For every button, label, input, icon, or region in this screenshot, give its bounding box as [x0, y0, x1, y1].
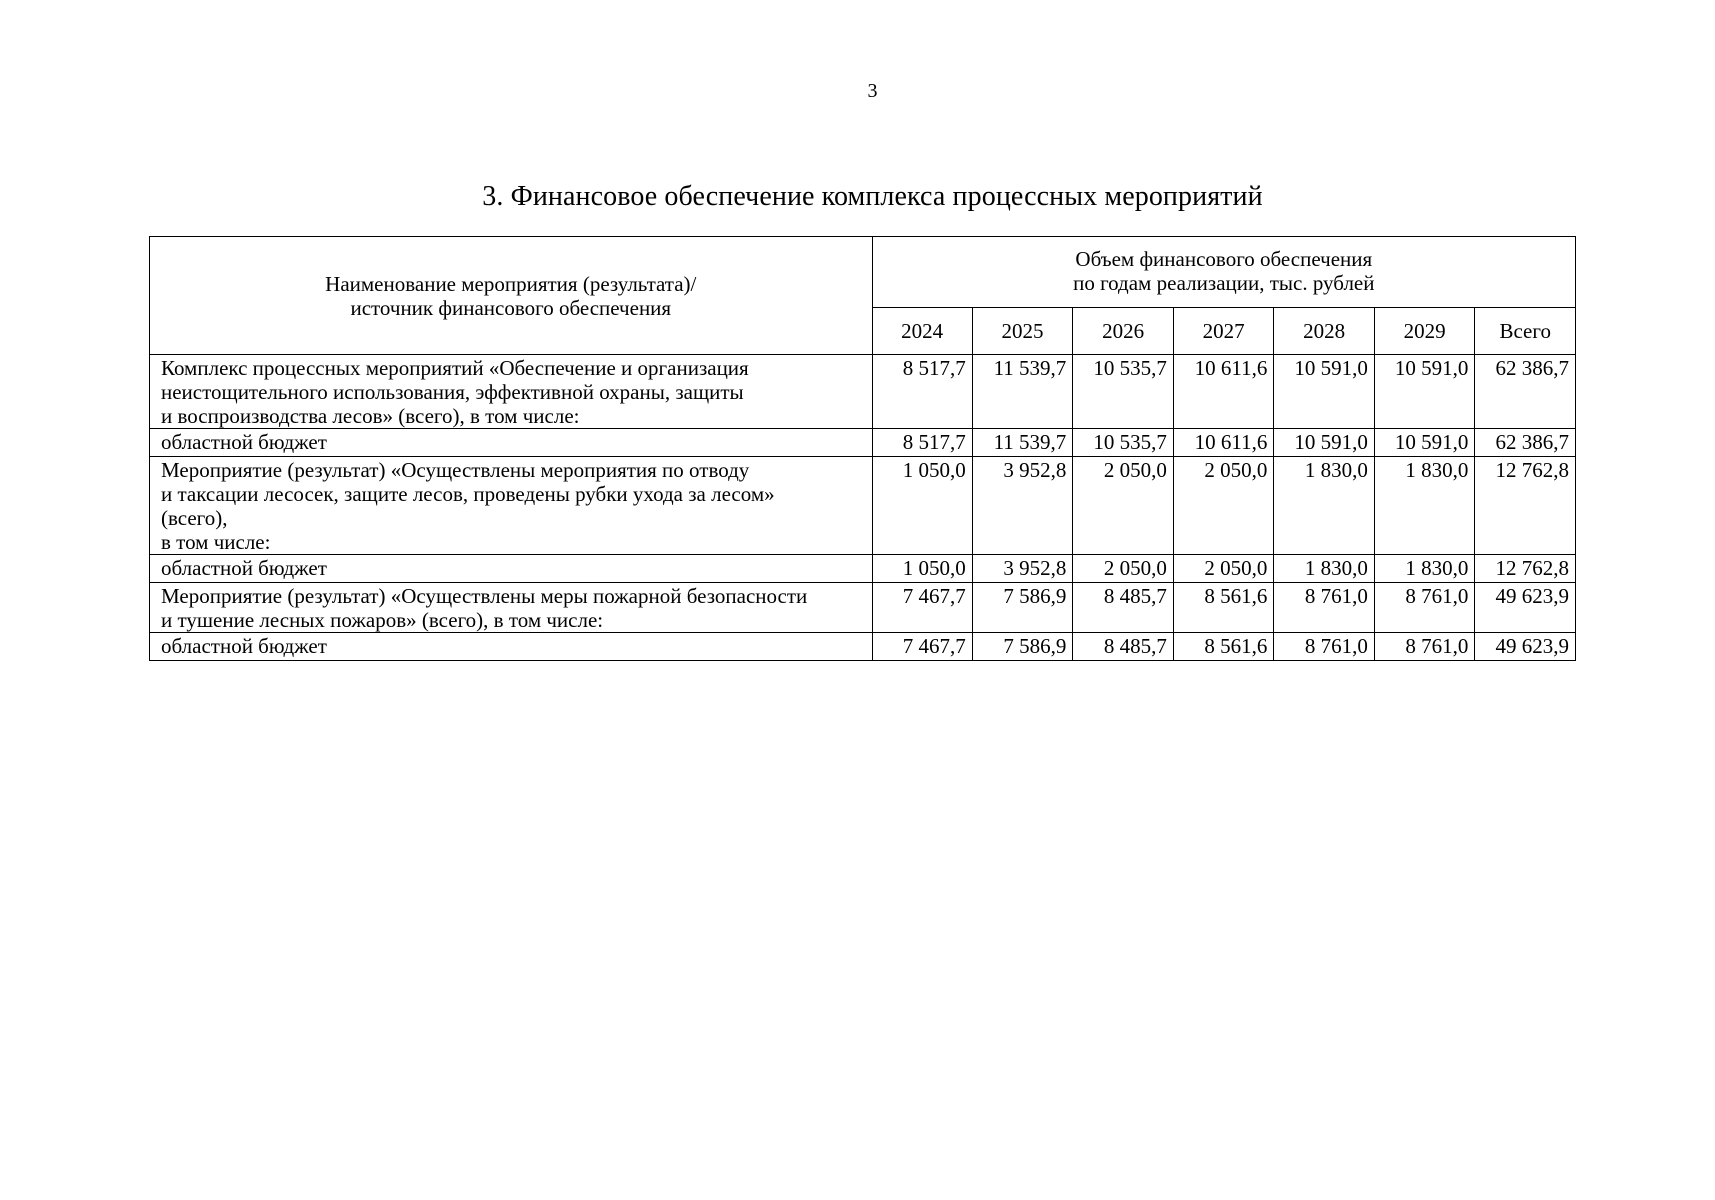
value-cell: 8 761,0	[1274, 583, 1375, 633]
row-name-line: Комплекс процессных мероприятий «Обеспечение и организация	[161, 356, 749, 380]
value-cell: 7 586,9	[972, 583, 1073, 633]
document-title: 3. Финансовое обеспечение комплекса процессных мероприятий	[482, 181, 1263, 212]
total-cell: 12 762,8	[1475, 457, 1576, 555]
financing-table	[149, 236, 1576, 661]
row-name-line: и таксации лесосек, защите лесов, проведены рубки ухода за лесом»	[161, 482, 775, 506]
value-cell: 1 830,0	[1374, 457, 1475, 555]
row-name-cell	[150, 429, 873, 457]
total-cell: 62 386,7	[1475, 429, 1576, 457]
row-name-line: неистощительного использования, эффективной охраны, защиты	[161, 380, 744, 404]
value-cell: 10 611,6	[1173, 429, 1274, 457]
value-cell: 8 485,7	[1073, 633, 1174, 661]
table-row	[150, 555, 1576, 583]
value-cell: 10 535,7	[1073, 355, 1174, 429]
value-cell: 1 050,0	[872, 555, 972, 583]
total-cell: 12 762,8	[1475, 555, 1576, 583]
value-cell: 1 050,0	[872, 457, 972, 555]
column-header-volume-line: по годам реализации, тыс. рублей	[1073, 271, 1375, 295]
value-cell: 7 467,7	[872, 633, 972, 661]
table-row	[150, 429, 1576, 457]
value-cell: 2 050,0	[1073, 457, 1174, 555]
column-header-total: Всего	[1475, 308, 1576, 355]
column-header-volume	[872, 237, 1575, 308]
value-cell: 10 611,6	[1173, 355, 1274, 429]
row-name-cell	[150, 355, 873, 429]
column-header-year: 2027	[1173, 308, 1274, 355]
row-name-line: областной бюджет	[161, 430, 327, 454]
value-cell: 10 591,0	[1274, 355, 1375, 429]
table-header-row	[150, 237, 1576, 308]
table-row	[150, 583, 1576, 633]
value-cell: 1 830,0	[1374, 555, 1475, 583]
value-cell: 7 586,9	[972, 633, 1073, 661]
column-header-name	[150, 237, 873, 355]
value-cell: 1 830,0	[1274, 457, 1375, 555]
page-number: 3	[867, 80, 878, 102]
total-cell: 49 623,9	[1475, 583, 1576, 633]
table-row	[150, 633, 1576, 661]
value-cell: 2 050,0	[1173, 457, 1274, 555]
value-cell: 3 952,8	[972, 457, 1073, 555]
value-cell: 3 952,8	[972, 555, 1073, 583]
value-cell: 8 485,7	[1073, 583, 1174, 633]
value-cell: 8 561,6	[1173, 633, 1274, 661]
row-name-line: областной бюджет	[161, 556, 327, 580]
value-cell: 8 761,0	[1374, 633, 1475, 661]
row-name-line: Мероприятие (результат) «Осуществлены мероприятия по отводу	[161, 458, 750, 482]
value-cell: 8 561,6	[1173, 583, 1274, 633]
row-name-line: областной бюджет	[161, 634, 327, 658]
value-cell: 10 591,0	[1374, 355, 1475, 429]
value-cell: 7 467,7	[872, 583, 972, 633]
total-cell: 62 386,7	[1475, 355, 1576, 429]
value-cell: 2 050,0	[1073, 555, 1174, 583]
row-name-cell	[150, 583, 873, 633]
column-header-name-line: источник финансового обеспечения	[350, 295, 672, 320]
value-cell: 11 539,7	[972, 429, 1073, 457]
row-name-line: и воспроизводства лесов» (всего), в том числе:	[161, 404, 580, 428]
value-cell: 2 050,0	[1173, 555, 1274, 583]
value-cell: 8 517,7	[872, 429, 972, 457]
row-name-line: и тушение лесных пожаров» (всего), в том числе:	[161, 608, 604, 632]
value-cell: 11 539,7	[972, 355, 1073, 429]
value-cell: 10 591,0	[1274, 429, 1375, 457]
row-name-line: в том числе:	[161, 530, 271, 554]
column-header-name-line: Наименование мероприятия (результата)/	[325, 271, 697, 296]
value-cell: 10 535,7	[1073, 429, 1174, 457]
table-row	[150, 355, 1576, 429]
column-header-year: 2024	[872, 308, 972, 355]
value-cell: 1 830,0	[1274, 555, 1375, 583]
row-name-cell	[150, 633, 873, 661]
row-name-line: Мероприятие (результат) «Осуществлены меры пожарной безопасности	[161, 584, 808, 608]
value-cell: 8 761,0	[1274, 633, 1375, 661]
total-cell: 49 623,9	[1475, 633, 1576, 661]
column-header-year: 2026	[1073, 308, 1174, 355]
column-header-year: 2028	[1274, 308, 1375, 355]
value-cell: 10 591,0	[1374, 429, 1475, 457]
table-row	[150, 457, 1576, 555]
value-cell: 8 517,7	[872, 355, 972, 429]
value-cell: 8 761,0	[1374, 583, 1475, 633]
row-name-cell	[150, 457, 873, 555]
row-name-cell	[150, 555, 873, 583]
column-header-year: 2025	[972, 308, 1073, 355]
row-name-line: (всего),	[161, 506, 228, 530]
column-header-volume-line: Объем финансового обеспечения	[1075, 247, 1373, 271]
column-header-year: 2029	[1374, 308, 1475, 355]
